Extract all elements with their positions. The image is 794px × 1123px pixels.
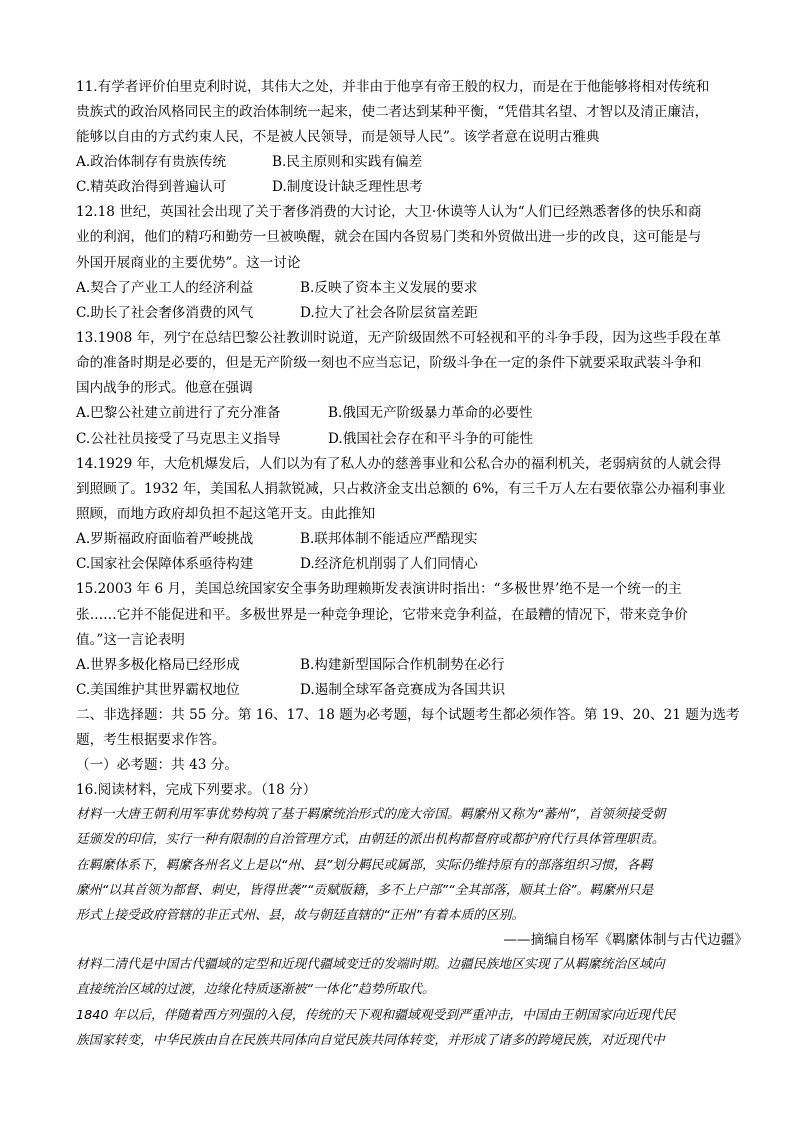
q14-option-b: B.联邦体制不能适应严酷现实 bbox=[300, 531, 478, 547]
required-questions-heading: （一）必考题：共 43 分。 bbox=[76, 757, 238, 773]
q16-material2-line-2: 直接统治区域的过渡，边缘化特质逐渐被“一体化”趋势所取代。 bbox=[76, 982, 435, 997]
q12-option-c: C.助长了社会奢侈消费的风气 bbox=[76, 305, 254, 321]
q12-line-3: 外国开展商业的主要优势”。这一讨论 bbox=[76, 255, 301, 271]
q16-material1-source: ——摘编自杨军《羁縻体制与古代边疆》 bbox=[503, 932, 748, 948]
q12-line-2: 业的利润，他们的精巧和勤劳一旦被唤醒，就会在国内各贸易门类和外贸做出进一步的改良，这可能是与 bbox=[76, 229, 702, 245]
q16-material1-line-2: 廷颁发的印信，实行一种有限制的自治管理方式，由朝廷的派出机构都督府或都护府代行具体管理职责。 bbox=[76, 832, 665, 847]
q16-stem: 16.阅读材料，完成下列要求。（18 分） bbox=[76, 782, 317, 798]
q16-material1-line-3: 在羁縻体系下，羁縻各州名义上是以“州、县”划分羁民或属部，实际仍维持原有的部落组织习惯，各羁 bbox=[76, 858, 653, 873]
q15-option-b: B.构建新型国际合作机制势在必行 bbox=[300, 657, 505, 673]
q15-line-2: 张……它并不能促进和平。多极世界是一种竞争理论，它带来竞争利益，在最糟的情况下，带来竞争价 bbox=[76, 607, 688, 623]
q16-material1-line-5: 形式上接受政府管辖的非正式州、县，故与朝廷直辖的“正州”有着本质的区别。 bbox=[76, 908, 525, 923]
q12-option-a: A.契合了产业工人的经济利益 bbox=[76, 280, 254, 296]
q16-material3-line-2: 族国家转变，中华民族由自在民族共同体向自觉民族共同体转变，并形成了诸多的跨境民族，对近现代中 bbox=[76, 1033, 665, 1048]
q13-option-a: A.巴黎公社建立前进行了充分准备 bbox=[76, 405, 281, 421]
q14-line-2: 到照顾了。1932 年，美国私人捐款锐减，只占救济金支出总额的 6%，有三千万人左右要依靠公办福利事业 bbox=[76, 481, 726, 497]
q16-material1-line-1: 材料一大唐王朝利用军事优势构筑了基于羁縻统治形式的庞大帝国。羁縻州又称为“蕃州”，首领须接受朝 bbox=[76, 807, 666, 822]
q13-option-c: C.公社社员接受了马克思主义指导 bbox=[76, 431, 281, 447]
section2-heading-line-1: 二、非选择题：共 55 分。第 16、17、18 题为必考题，每个试题考生都必须作答。第 19、20、21 题为选考 bbox=[76, 707, 740, 723]
q12-option-d: D.拉大了社会各阶层贫富差距 bbox=[300, 305, 478, 321]
q16-material3-line-1: 1840 年以后，伴随着西方列强的入侵，传统的天下观和疆域观受到严重冲击，中国由王朝国家向近现代民 bbox=[76, 1008, 676, 1023]
q13-line-2: 命的准备时期是必要的，但是无产阶级一刻也不应当忘记，阶级斗争在一定的条件下就要采取武装斗争和 bbox=[76, 355, 702, 371]
q11-line-2: 贵族式的政治风格同民主的政治体制统一起来，使二者达到某种平衡，“凭借其名望、才智以及清正廉洁， bbox=[76, 104, 709, 120]
q16-material2-line-1: 材料二清代是中国古代疆域的定型和近现代疆域变迁的发端时期。边疆民族地区实现了从羁縻统治区域向 bbox=[76, 957, 665, 972]
q15-option-c: C.美国维护其世界霸权地位 bbox=[76, 682, 240, 698]
q13-line-3: 国内战争的形式。他意在强调 bbox=[76, 380, 253, 396]
q15-option-a: A.世界多极化格局已经形成 bbox=[76, 657, 240, 673]
q11-line-1: 11.有学者评价伯里克利时说，其伟大之处，并非由于他享有帝王般的权力，而是在于他能够将相对传统和 bbox=[76, 79, 710, 95]
q11-option-a: A.政治体制存有贵族传统 bbox=[76, 154, 227, 170]
q13-option-b: B.俄国无产阶级暴力革命的必要性 bbox=[328, 405, 533, 421]
q15-line-3: 值。”这一言论表明 bbox=[76, 632, 185, 648]
q14-option-c: C.国家社会保障体系亟待构建 bbox=[76, 556, 254, 572]
q13-line-1: 13.1908 年，列宁在总结巴黎公社教训时说道，无产阶级固然不可轻视和平的斗争手段，因为这些手段在革 bbox=[76, 330, 722, 346]
q11-option-d: D.制度设计缺乏理性思考 bbox=[272, 179, 423, 195]
q12-option-b: B.反映了资本主义发展的要求 bbox=[300, 280, 478, 296]
q11-line-3: 能够以自由的方式约束人民，不是被人民领导，而是领导人民”。该学者意在说明古雅典 bbox=[76, 129, 600, 145]
q11-option-c: C.精英政治得到普遍认可 bbox=[76, 179, 227, 195]
q15-option-d: D.遏制全球军备竞赛成为各国共识 bbox=[300, 682, 506, 698]
q12-line-1: 12.18 世纪，英国社会出现了关于奢侈消费的大讨论，大卫·休谟等人认为“人们已经熟悉奢侈的快乐和商 bbox=[76, 204, 702, 220]
q16-material1-line-4: 縻州“以其首领为都督、刺史，皆得世袭”“贡赋版籍，多不上户部”“全其部落，顺其土俗”。羁縻州只是 bbox=[76, 883, 654, 898]
q14-option-a: A.罗斯福政府面临着严峻挑战 bbox=[76, 531, 254, 547]
q13-option-d: D.俄国社会存在和平斗争的可能性 bbox=[328, 431, 534, 447]
q15-line-1: 15.2003 年 6 月，美国总统国家安全事务助理赖斯发表演讲时指出：“多极世界’绝不是一个统一的主 bbox=[76, 581, 682, 597]
section2-heading-line-2: 题，考生根据要求作答。 bbox=[76, 732, 226, 748]
q11-option-b: B.民主原则和实践有偏差 bbox=[272, 154, 423, 170]
q14-line-1: 14.1929 年，大危机爆发后，人们以为有了私人办的慈善事业和公私合办的福利机关，老弱病贫的人就会得 bbox=[76, 456, 722, 472]
q14-option-d: D.经济危机削弱了人们同情心 bbox=[300, 556, 478, 572]
q14-line-3: 照顾，而地方政府却负担不起这笔开支。由此推知 bbox=[76, 506, 376, 522]
